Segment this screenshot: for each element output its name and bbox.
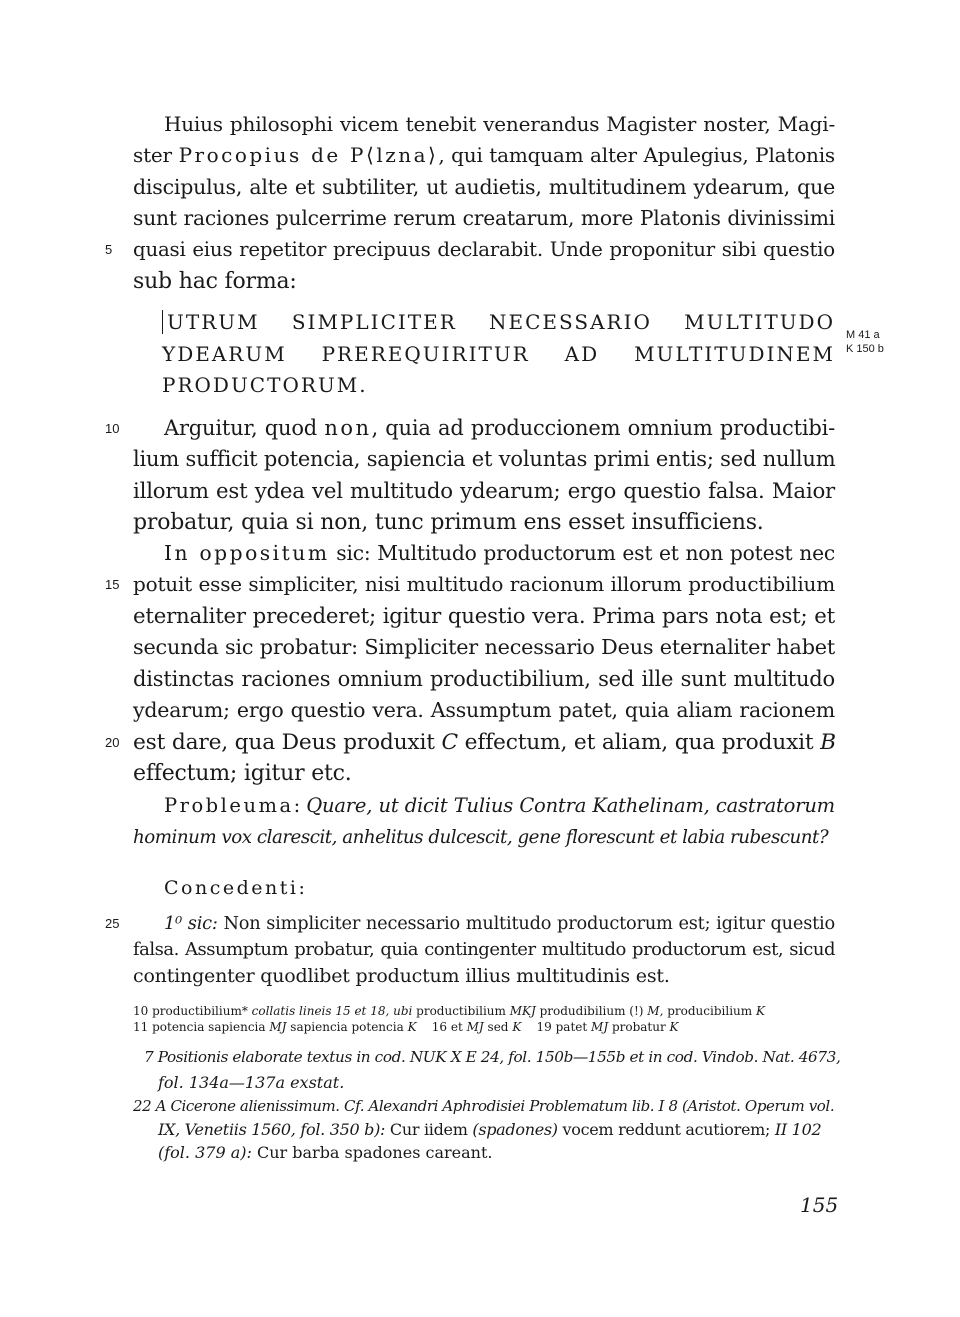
text-line: falsa. Assumptum probatur, quia contingenter multitudo productorum est, sicud xyxy=(133,939,835,960)
question-line: YDEARUM PREREQUIRITUR AD MULTITUDINEM xyxy=(162,342,835,366)
apparatus-line: 11 potencia sapiencia MJ sapiencia potencia K 16 et MJ sed K 19 patet MJ probatur K xyxy=(133,1020,679,1034)
section-heading: Concedenti: xyxy=(164,877,308,899)
footnote-line: IX, Venetiis 1560, fol. 350 b): Cur iidem (spadones) vocem reddunt acutiorem; II 102 xyxy=(158,1120,822,1139)
text-line: 1⁰ sic: Non simpliciter necessario multitudo productorum est; igitur questio xyxy=(164,914,835,934)
page-number: 155 xyxy=(800,1193,839,1217)
footnote-line: 7 Positionis elaborate textus in cod. NUK X E 24, fol. 150b—155b et in cod. Vindob. Nat. 4673, xyxy=(144,1048,841,1066)
text-line: quasi eius repetitor precipuus declarabit. Unde proponitur sibi questio xyxy=(133,238,835,261)
footnote-line: 22 A Cicerone alienissimum. Cf. Alexandri Aphrodisiei Problematum lib. I 8 (Aristot. Operum vol. xyxy=(133,1097,835,1115)
text-line: discipulus, alte et subtiliter, ut audietis, multitudinem ydearum, que xyxy=(133,175,835,199)
line-number: 10 xyxy=(105,421,120,436)
text-line: effectum; igitur etc. xyxy=(133,761,352,786)
text-line: secunda sic probatur: Simpliciter necessario Deus eternaliter habet xyxy=(133,635,835,659)
line-number: 5 xyxy=(105,242,113,257)
footnote-line: (fol. 379 a): Cur barba spadones careant. xyxy=(158,1143,493,1162)
text-line: lium sufficit potencia, sapiencia et voluntas primi entis; sed nullum xyxy=(133,447,836,471)
line-number: 15 xyxy=(105,577,120,592)
text-line: In oppositum sic: Multitudo productorum est et non potest nec xyxy=(164,541,835,565)
text-line: ydearum; ergo questio vera. Assumptum patet, quia aliam racionem xyxy=(133,698,835,722)
text-line: Huius philosophi vicem tenebit venerandus Magister noster, Magi- xyxy=(164,112,835,136)
line-number: 25 xyxy=(105,916,120,931)
text-line: est dare, qua Deus produxit C effectum, et aliam, qua produxit B xyxy=(133,730,836,755)
question-line: UTRUM SIMPLICITER NECESSARIO MULTITUDO xyxy=(162,307,835,338)
question-line: PRODUCTORUM. xyxy=(162,373,368,397)
apparatus-line: 10 productibilium* collatis lineis 15 et 18, ubi productibilium MKJ produdibilium (!) M, producibilium K xyxy=(133,1004,765,1018)
problem-line: Probleuma: Quare, ut dicit Tulius Contra Kathelinam, castratorum xyxy=(164,794,835,817)
text-line: distinctas raciones omnium productibilium, sed ille sunt multitudo xyxy=(133,667,835,691)
line-number: 20 xyxy=(105,735,120,750)
footnote-line: fol. 134a—137a exstat. xyxy=(158,1073,345,1092)
text-line: sunt raciones pulcerrime rerum creatarum, more Platonis divinissimi xyxy=(133,206,835,230)
text-line: ster Procopius de P⟨lzna⟩, qui tamquam alter Apulegius, Platonis xyxy=(133,143,835,167)
author-name: Procopius de P⟨lzna⟩ xyxy=(178,143,439,167)
text-line: probatur, quia si non, tunc primum ens esset insufficiens. xyxy=(133,510,764,535)
text-line: illorum est ydea vel multitudo ydearum; ergo questio falsa. Maior xyxy=(133,479,835,504)
text-line: eternaliter precederet; igitur questio vera. Prima pars nota est; et xyxy=(133,604,835,629)
text-line: sub hac forma: xyxy=(133,269,297,294)
problem-line: hominum vox clarescit, anhelitus dulcescit, gene florescunt et labia rubescunt? xyxy=(133,827,829,848)
column-break-marker xyxy=(162,310,163,334)
text-line: potuit esse simpliciter, nisi multitudo racionum illorum productibilium xyxy=(133,572,835,596)
marginal-ref: K 150 b xyxy=(846,343,884,355)
text-line: contingenter quodlibet productum illius multitudinis est. xyxy=(133,965,670,987)
text-line: Arguitur, quod non, quia ad produccionem omnium productibi- xyxy=(164,416,835,440)
marginal-ref: M 41 a xyxy=(846,329,880,341)
